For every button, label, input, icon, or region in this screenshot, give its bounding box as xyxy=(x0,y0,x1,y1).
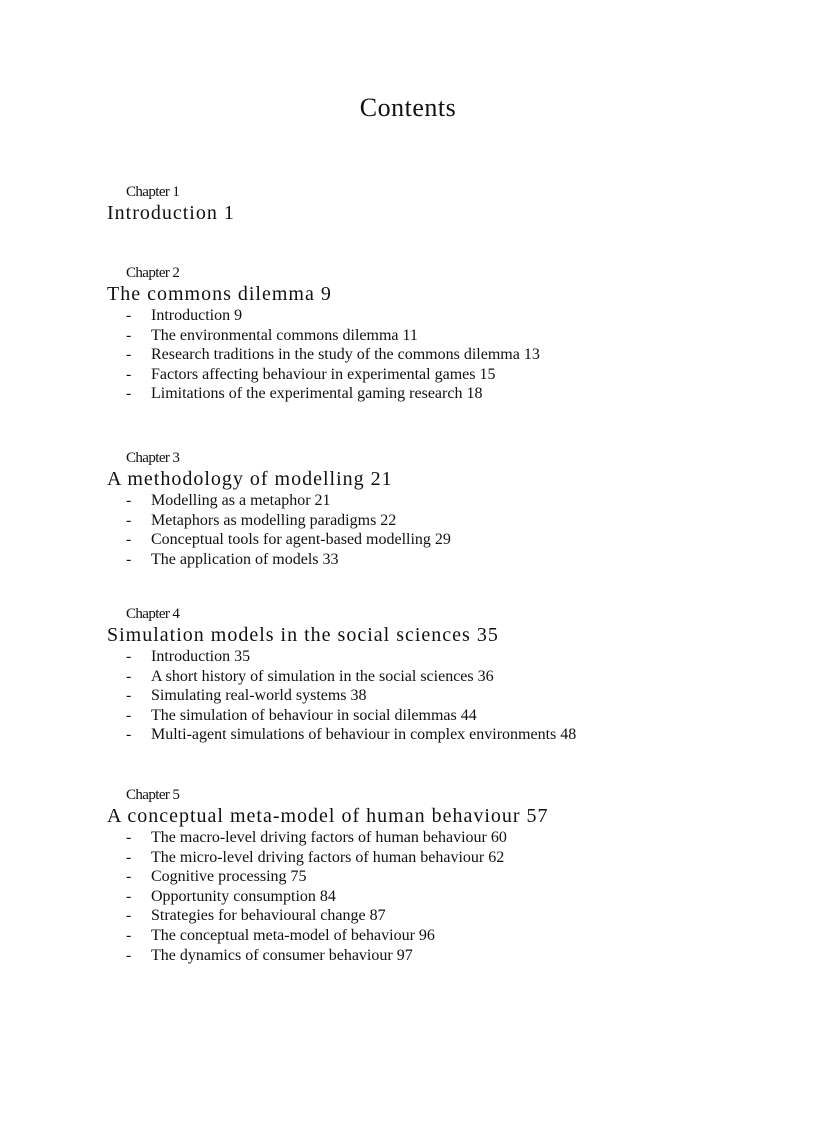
section-entry[interactable] xyxy=(107,828,787,848)
section-title: The dynamics of consumer behaviour 97 xyxy=(151,946,413,964)
chapter-title[interactable]: A conceptual meta-model of human behaviour 57 xyxy=(107,805,549,827)
chapter-3 xyxy=(107,448,787,569)
dash: - xyxy=(126,726,132,744)
dash: - xyxy=(126,667,132,685)
section-entry[interactable] xyxy=(107,530,787,550)
section-title: Multi-agent simulations of behaviour in complex environments 48 xyxy=(151,726,577,744)
chapter-4 xyxy=(107,604,787,745)
section-title: Modelling as a metaphor 21 xyxy=(151,492,331,509)
section-entry[interactable] xyxy=(107,491,787,511)
section-entry[interactable] xyxy=(107,511,787,531)
section-list xyxy=(107,306,787,404)
section-entry[interactable] xyxy=(107,550,787,570)
dash: - xyxy=(126,326,132,344)
dash: - xyxy=(126,511,132,529)
dash: - xyxy=(126,492,132,509)
dash: - xyxy=(126,868,132,886)
section-entry[interactable] xyxy=(107,686,787,706)
chapter-label: Chapter 2 xyxy=(126,265,180,281)
section-title: The conceptual meta-model of behaviour 96 xyxy=(151,926,435,944)
dash: - xyxy=(126,346,132,364)
section-entry[interactable] xyxy=(107,906,787,926)
dash: - xyxy=(126,648,132,665)
section-list xyxy=(107,828,787,965)
dash: - xyxy=(126,829,132,846)
section-title: The simulation of behaviour in social dilemmas 44 xyxy=(151,706,477,724)
dash: - xyxy=(126,907,132,925)
dash: - xyxy=(126,550,132,568)
section-entry[interactable] xyxy=(107,647,787,667)
section-title: Research traditions in the study of the commons dilemma 13 xyxy=(151,346,540,364)
dash: - xyxy=(126,531,132,549)
section-list xyxy=(107,491,787,569)
section-title: Conceptual tools for agent-based modelling 29 xyxy=(151,531,451,549)
chapter-1 xyxy=(107,182,787,225)
page-title: Contents xyxy=(359,93,457,122)
section-title: The environmental commons dilemma 11 xyxy=(151,326,418,344)
chapter-2 xyxy=(107,263,787,404)
chapter-label: Chapter 1 xyxy=(126,184,180,200)
dash: - xyxy=(126,307,132,324)
section-entry[interactable] xyxy=(107,384,787,404)
chapter-5 xyxy=(107,785,787,965)
section-entry[interactable] xyxy=(107,848,787,868)
section-entry[interactable] xyxy=(107,946,787,966)
dash: - xyxy=(126,385,132,403)
section-title: Cognitive processing 75 xyxy=(151,868,307,886)
dash: - xyxy=(126,848,132,866)
dash: - xyxy=(126,365,132,383)
chapter-label: Chapter 4 xyxy=(126,606,180,622)
section-entry[interactable] xyxy=(107,725,787,745)
section-entry[interactable] xyxy=(107,887,787,907)
chapter-label: Chapter 3 xyxy=(126,450,180,466)
dash: - xyxy=(126,887,132,905)
chapter-title[interactable]: A methodology of modelling 21 xyxy=(107,468,393,490)
section-title: A short history of simulation in the social sciences 36 xyxy=(151,667,494,685)
section-title: Metaphors as modelling paradigms 22 xyxy=(151,511,397,529)
section-title: Strategies for behavioural change 87 xyxy=(151,907,386,925)
section-entry[interactable] xyxy=(107,345,787,365)
chapter-title[interactable]: Introduction 1 xyxy=(107,202,235,224)
section-entry[interactable] xyxy=(107,667,787,687)
section-entry[interactable] xyxy=(107,365,787,385)
chapter-label: Chapter 5 xyxy=(126,787,180,803)
section-entry[interactable] xyxy=(107,926,787,946)
section-title: Simulating real-world systems 38 xyxy=(151,687,367,705)
section-entry[interactable] xyxy=(107,706,787,726)
section-title: Factors affecting behaviour in experimental games 15 xyxy=(151,365,496,383)
section-title: Introduction 35 xyxy=(151,648,251,665)
section-title: The application of models 33 xyxy=(151,550,339,568)
chapter-title[interactable]: Simulation models in the social sciences 35 xyxy=(107,624,499,646)
section-list xyxy=(107,647,787,745)
chapter-title[interactable]: The commons dilemma 9 xyxy=(107,283,332,305)
section-title: Opportunity consumption 84 xyxy=(151,887,336,905)
section-title: The macro-level driving factors of human behaviour 60 xyxy=(151,829,507,846)
section-title: Limitations of the experimental gaming research 18 xyxy=(151,385,483,403)
section-entry[interactable] xyxy=(107,326,787,346)
dash: - xyxy=(126,687,132,705)
section-title: The micro-level driving factors of human behaviour 62 xyxy=(151,848,505,866)
section-entry[interactable] xyxy=(107,867,787,887)
dash: - xyxy=(126,926,132,944)
section-entry[interactable] xyxy=(107,306,787,326)
dash: - xyxy=(126,706,132,724)
dash: - xyxy=(126,946,132,964)
section-title: Introduction 9 xyxy=(151,307,243,324)
